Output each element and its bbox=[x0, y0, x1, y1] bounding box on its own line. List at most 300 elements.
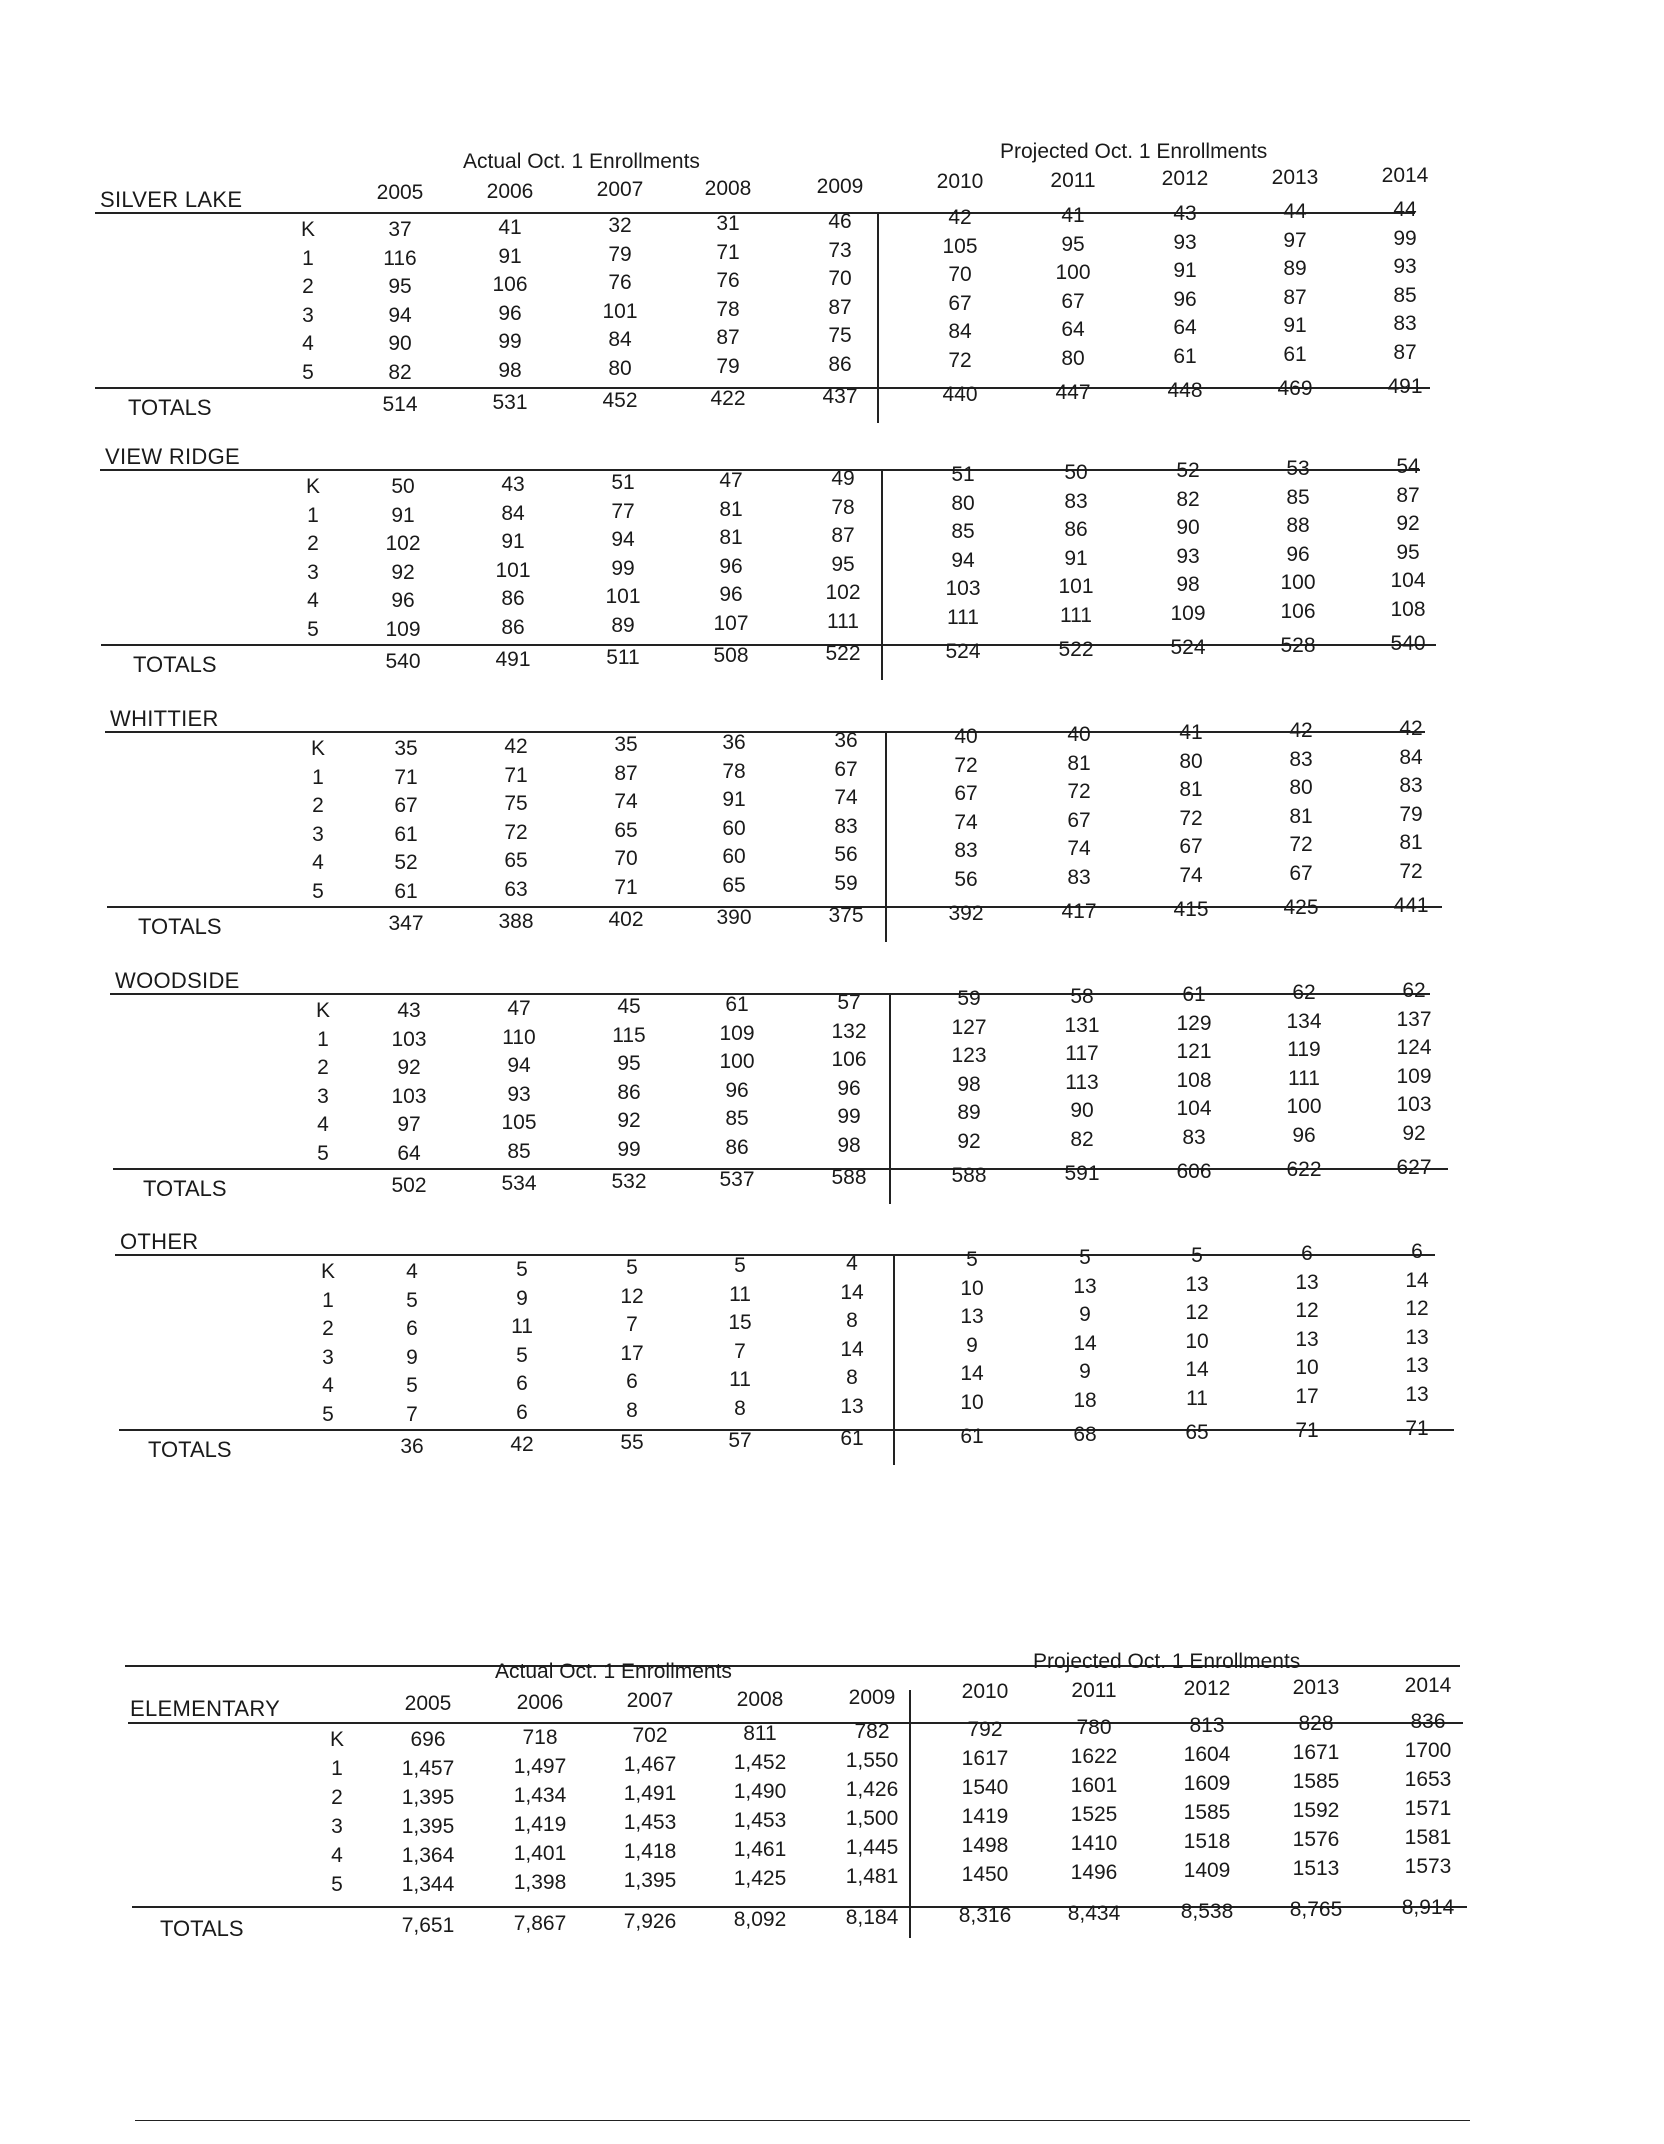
totals-label: TOTALS bbox=[138, 914, 222, 939]
cell: 98 bbox=[1176, 573, 1200, 596]
cell: 93 bbox=[1176, 544, 1200, 568]
elementary-grade-label: 1 bbox=[331, 1757, 343, 1780]
cell: 96 bbox=[1292, 1123, 1316, 1147]
cell: 80 bbox=[1179, 749, 1203, 773]
year-2010: 2010 bbox=[936, 170, 984, 193]
total-cell: 68 bbox=[1073, 1423, 1097, 1446]
elementary-cell: 1700 bbox=[1404, 1739, 1452, 1762]
elementary-cell: 1,434 bbox=[513, 1784, 567, 1807]
cell: 109 bbox=[719, 1021, 755, 1045]
cell: 10 bbox=[1295, 1356, 1319, 1379]
cell: 78 bbox=[722, 759, 746, 783]
cell: 52 bbox=[394, 851, 418, 874]
cell: 83 bbox=[1182, 1125, 1206, 1149]
cell: 129 bbox=[1176, 1011, 1212, 1035]
cell: 95 bbox=[1396, 540, 1420, 564]
cell: 83 bbox=[834, 814, 858, 838]
cell: 60 bbox=[722, 845, 746, 868]
cell: 89 bbox=[611, 613, 635, 637]
total-cell: 441 bbox=[1393, 894, 1429, 917]
cell: 98 bbox=[498, 358, 522, 382]
school-name: SILVER LAKE bbox=[100, 187, 243, 212]
cell: 7 bbox=[626, 1313, 638, 1336]
cell: 83 bbox=[1067, 865, 1091, 889]
grade-label: 3 bbox=[307, 560, 319, 584]
cell: 52 bbox=[1176, 459, 1200, 482]
cell: 49 bbox=[831, 467, 855, 490]
grade-label: 2 bbox=[302, 275, 314, 298]
cell: 76 bbox=[608, 271, 632, 294]
cell: 92 bbox=[391, 560, 415, 584]
cell: 109 bbox=[385, 617, 421, 641]
cell: 85 bbox=[1393, 283, 1417, 307]
elementary-cell: 1,344 bbox=[401, 1873, 455, 1896]
elementary-cell: 1,426 bbox=[845, 1778, 899, 1801]
cell: 91 bbox=[391, 503, 415, 527]
elementary-cell: 1,395 bbox=[401, 1815, 455, 1838]
cell: 6 bbox=[516, 1372, 528, 1395]
cell: 111 bbox=[1060, 603, 1092, 627]
cell: 85 bbox=[951, 520, 975, 543]
cell: 96 bbox=[719, 583, 743, 606]
cell: 67 bbox=[954, 782, 978, 805]
elementary-year-2005: 2005 bbox=[404, 1692, 452, 1715]
total-cell: 491 bbox=[495, 648, 531, 671]
totals-rule bbox=[107, 906, 1442, 908]
cell: 119 bbox=[1287, 1038, 1321, 1061]
cell: 5 bbox=[516, 1343, 528, 1367]
cell: 80 bbox=[608, 356, 632, 380]
elementary-cell: 1,419 bbox=[513, 1813, 567, 1836]
cell: 50 bbox=[391, 475, 415, 498]
elementary-cell: 811 bbox=[743, 1722, 777, 1745]
elementary-cell: 1,401 bbox=[513, 1842, 567, 1865]
total-cell: 522 bbox=[1058, 638, 1094, 661]
cell: 86 bbox=[501, 587, 525, 610]
year-2008: 2008 bbox=[704, 176, 752, 200]
elementary-cell: 1,461 bbox=[733, 1838, 787, 1861]
cell: 137 bbox=[1396, 1007, 1432, 1031]
cell: 110 bbox=[502, 1025, 536, 1049]
cell: 91 bbox=[1064, 546, 1088, 570]
cell: 82 bbox=[1070, 1127, 1094, 1151]
cell: 6 bbox=[1411, 1240, 1423, 1263]
cell: 88 bbox=[1286, 514, 1310, 537]
grade-label: 4 bbox=[312, 851, 324, 874]
elementary-cell: 1,457 bbox=[401, 1757, 455, 1780]
cell: 8 bbox=[846, 1366, 858, 1389]
cell: 71 bbox=[716, 240, 740, 264]
cell: 18 bbox=[1073, 1388, 1097, 1412]
cell: 83 bbox=[1399, 774, 1423, 797]
cell: 61 bbox=[394, 879, 418, 903]
cell: 9 bbox=[406, 1345, 418, 1369]
cell: 70 bbox=[948, 263, 972, 286]
elementary-cell: 1410 bbox=[1070, 1832, 1118, 1855]
cell: 5 bbox=[734, 1254, 746, 1277]
cell: 11 bbox=[1186, 1386, 1208, 1410]
actual-projected-divider bbox=[893, 1256, 895, 1465]
total-cell: 448 bbox=[1167, 379, 1203, 402]
cell: 115 bbox=[612, 1023, 646, 1047]
cell: 80 bbox=[1061, 346, 1085, 370]
elementary-cell: 1409 bbox=[1183, 1859, 1231, 1882]
cell: 70 bbox=[828, 267, 852, 290]
grade-label: 1 bbox=[312, 765, 324, 789]
cell: 99 bbox=[617, 1137, 641, 1161]
cell: 101 bbox=[602, 299, 638, 323]
grade-label: K bbox=[315, 999, 330, 1022]
cell: 111 bbox=[827, 609, 859, 633]
cell: 11 bbox=[729, 1368, 751, 1391]
cell: 80 bbox=[1289, 776, 1313, 799]
cell: 8 bbox=[734, 1396, 746, 1420]
cell: 40 bbox=[1067, 723, 1091, 746]
cell: 134 bbox=[1286, 1009, 1322, 1033]
elementary-cell: 1,491 bbox=[623, 1782, 677, 1805]
elementary-year-2006: 2006 bbox=[516, 1690, 564, 1714]
total-cell: 437 bbox=[822, 385, 858, 408]
elementary-cell: 1592 bbox=[1292, 1799, 1340, 1822]
cell: 67 bbox=[1179, 835, 1203, 858]
cell: 83 bbox=[1289, 747, 1313, 771]
cell: 63 bbox=[504, 877, 528, 901]
cell: 100 bbox=[1286, 1095, 1322, 1118]
elementary-cell: 1498 bbox=[961, 1834, 1009, 1857]
cell: 41 bbox=[498, 216, 522, 239]
cell: 72 bbox=[948, 348, 972, 372]
cell: 101 bbox=[1058, 575, 1094, 598]
elementary-cell: 702 bbox=[632, 1724, 668, 1747]
cell: 94 bbox=[388, 303, 412, 327]
cell: 79 bbox=[716, 354, 740, 378]
cell: 96 bbox=[719, 554, 743, 578]
elementary-cell: 1585 bbox=[1292, 1770, 1340, 1793]
cell: 42 bbox=[1289, 719, 1313, 742]
total-cell: 588 bbox=[831, 1166, 867, 1189]
total-cell: 447 bbox=[1055, 381, 1091, 404]
cell: 72 bbox=[1289, 833, 1313, 856]
grade-label: 4 bbox=[317, 1113, 329, 1136]
cell: 62 bbox=[1292, 981, 1316, 1004]
grade-label: 1 bbox=[302, 246, 314, 270]
cell: 127 bbox=[951, 1015, 987, 1039]
elementary-grade-label: 5 bbox=[331, 1873, 343, 1896]
cell: 78 bbox=[716, 297, 740, 321]
total-cell: 591 bbox=[1064, 1162, 1100, 1185]
cell: 72 bbox=[1179, 806, 1203, 830]
elementary-cell: 1,364 bbox=[401, 1844, 455, 1867]
cell: 4 bbox=[406, 1260, 418, 1283]
cell: 104 bbox=[1390, 569, 1426, 592]
grade-label: K bbox=[305, 475, 320, 498]
cell: 81 bbox=[719, 497, 743, 521]
total-cell: 511 bbox=[606, 646, 640, 669]
cell: 95 bbox=[831, 552, 855, 576]
cell: 13 bbox=[1405, 1354, 1429, 1377]
cell: 12 bbox=[620, 1284, 644, 1308]
total-cell: 469 bbox=[1277, 377, 1313, 400]
cell: 96 bbox=[1286, 542, 1310, 566]
cell: 74 bbox=[834, 786, 858, 809]
cell: 97 bbox=[397, 1113, 421, 1136]
cell: 17 bbox=[620, 1341, 644, 1365]
elementary-cell: 1,445 bbox=[845, 1836, 899, 1859]
cell: 60 bbox=[722, 816, 746, 840]
cell: 43 bbox=[501, 473, 525, 496]
total-cell: 534 bbox=[501, 1172, 537, 1195]
grade-label: 3 bbox=[317, 1084, 329, 1108]
elementary-cell: 1581 bbox=[1404, 1826, 1452, 1849]
cell: 107 bbox=[713, 611, 749, 635]
cell: 86 bbox=[1064, 518, 1088, 541]
cell: 106 bbox=[492, 273, 528, 296]
cell: 121 bbox=[1176, 1040, 1212, 1063]
cell: 9 bbox=[966, 1333, 978, 1357]
elementary-total-cell: 8,434 bbox=[1067, 1902, 1121, 1925]
elementary-total-cell: 7,651 bbox=[401, 1914, 455, 1937]
total-cell: 71 bbox=[1295, 1419, 1319, 1442]
grade-label: 4 bbox=[307, 589, 319, 612]
cell: 8 bbox=[626, 1398, 638, 1422]
cell: 10 bbox=[960, 1390, 984, 1414]
cell: 44 bbox=[1283, 200, 1307, 223]
total-cell: 390 bbox=[716, 906, 752, 929]
cell: 105 bbox=[942, 234, 978, 258]
total-cell: 425 bbox=[1283, 896, 1319, 919]
total-cell: 57 bbox=[728, 1429, 752, 1452]
grade-label: 3 bbox=[312, 822, 324, 846]
grade-label: 5 bbox=[322, 1402, 334, 1426]
totals-label: TOTALS bbox=[148, 1437, 232, 1462]
cell: 86 bbox=[501, 615, 525, 639]
cell: 41 bbox=[1061, 204, 1085, 227]
elementary-grade-label: 3 bbox=[331, 1815, 343, 1838]
cell: 97 bbox=[1283, 228, 1307, 252]
total-cell: 36 bbox=[400, 1435, 424, 1458]
cell: 106 bbox=[1280, 599, 1316, 623]
elementary-cell: 1525 bbox=[1070, 1803, 1118, 1826]
cell: 108 bbox=[1390, 597, 1426, 621]
cell: 96 bbox=[837, 1076, 861, 1100]
totals-rule bbox=[113, 1168, 1448, 1170]
elementary-cell: 1671 bbox=[1292, 1741, 1340, 1764]
cell: 92 bbox=[1396, 512, 1420, 535]
cell: 91 bbox=[498, 244, 522, 268]
cell: 5 bbox=[1191, 1244, 1203, 1267]
year-2006: 2006 bbox=[486, 179, 534, 203]
cell: 61 bbox=[1173, 344, 1197, 368]
cell: 59 bbox=[957, 987, 981, 1010]
cell: 98 bbox=[837, 1133, 861, 1157]
elementary-cell: 1573 bbox=[1404, 1855, 1452, 1878]
cell: 103 bbox=[391, 1084, 427, 1108]
cell: 100 bbox=[1055, 261, 1091, 284]
cell: 13 bbox=[1295, 1327, 1319, 1351]
elementary-cell: 792 bbox=[967, 1718, 1003, 1741]
elementary-cell: 1,481 bbox=[845, 1865, 899, 1888]
elementary-cell: 1576 bbox=[1292, 1828, 1340, 1851]
cell: 12 bbox=[1295, 1299, 1319, 1322]
elementary-year-2009: 2009 bbox=[848, 1686, 896, 1709]
elementary-cell: 1,418 bbox=[623, 1840, 677, 1863]
cell: 99 bbox=[1393, 226, 1417, 250]
cell: 83 bbox=[1393, 312, 1417, 335]
cell: 86 bbox=[725, 1135, 749, 1159]
cell: 73 bbox=[828, 238, 852, 262]
cell: 76 bbox=[716, 269, 740, 292]
elementary-total-cell: 8,765 bbox=[1289, 1898, 1343, 1921]
grade-label: K bbox=[300, 218, 315, 241]
grade-label: 1 bbox=[322, 1288, 334, 1312]
year-2012: 2012 bbox=[1161, 167, 1209, 190]
grade-label: 5 bbox=[317, 1141, 329, 1165]
year-2005: 2005 bbox=[376, 181, 424, 204]
grade-label: 3 bbox=[322, 1345, 334, 1369]
cell: 81 bbox=[1399, 831, 1423, 854]
cell: 36 bbox=[834, 729, 858, 752]
cell: 65 bbox=[722, 873, 746, 897]
elementary-total-cell: 8,184 bbox=[845, 1906, 899, 1929]
cell: 5 bbox=[966, 1248, 978, 1271]
grade-label: 5 bbox=[302, 360, 314, 384]
cell: 5 bbox=[406, 1288, 418, 1312]
cell: 81 bbox=[719, 526, 743, 549]
cell: 72 bbox=[954, 753, 978, 777]
cell: 65 bbox=[614, 818, 638, 842]
elementary-year-2008: 2008 bbox=[736, 1687, 784, 1711]
cell: 13 bbox=[1185, 1272, 1209, 1296]
elementary-label: ELEMENTARY bbox=[130, 1696, 281, 1721]
elementary-cell: 1,452 bbox=[733, 1751, 787, 1774]
cell: 74 bbox=[954, 810, 978, 834]
cell: 94 bbox=[951, 548, 975, 572]
cell: 13 bbox=[840, 1394, 864, 1418]
elementary-cell: 828 bbox=[1298, 1712, 1334, 1735]
school-name: WOODSIDE bbox=[115, 968, 240, 993]
cell: 87 bbox=[614, 761, 638, 785]
elementary-cell: 1,398 bbox=[513, 1871, 567, 1894]
cell: 9 bbox=[516, 1286, 528, 1310]
total-cell: 491 bbox=[1387, 375, 1423, 398]
elementary-cell: 1518 bbox=[1183, 1830, 1231, 1853]
cell: 98 bbox=[957, 1072, 981, 1096]
cell: 87 bbox=[716, 326, 740, 349]
school-name: WHITTIER bbox=[110, 706, 219, 731]
cell: 5 bbox=[626, 1256, 638, 1279]
elementary-cell: 1571 bbox=[1404, 1797, 1452, 1820]
total-cell: 375 bbox=[828, 904, 864, 927]
total-cell: 588 bbox=[951, 1164, 987, 1187]
cell: 109 bbox=[1170, 601, 1206, 625]
cell: 5 bbox=[516, 1258, 528, 1281]
cell: 81 bbox=[1179, 778, 1203, 801]
total-cell: 422 bbox=[710, 387, 746, 410]
elementary-cell: 1,500 bbox=[845, 1807, 899, 1830]
total-cell: 65 bbox=[1185, 1421, 1209, 1444]
cell: 87 bbox=[1283, 285, 1307, 309]
cell: 79 bbox=[1399, 802, 1423, 826]
cell: 91 bbox=[722, 788, 746, 811]
cell: 13 bbox=[1073, 1274, 1097, 1298]
elementary-cell: 782 bbox=[854, 1720, 890, 1743]
total-cell: 627 bbox=[1396, 1156, 1432, 1179]
cell: 35 bbox=[394, 737, 418, 760]
cell: 61 bbox=[1283, 342, 1307, 366]
cell: 9 bbox=[1079, 1303, 1091, 1326]
total-cell: 532 bbox=[611, 1170, 647, 1193]
total-cell: 452 bbox=[602, 389, 638, 412]
elementary-cell: 1,497 bbox=[513, 1755, 567, 1778]
cell: 96 bbox=[498, 301, 522, 325]
cell: 87 bbox=[831, 524, 855, 547]
cell: 15 bbox=[728, 1311, 752, 1334]
cell: 8 bbox=[846, 1309, 858, 1332]
total-cell: 537 bbox=[719, 1168, 755, 1191]
cell: 109 bbox=[1396, 1064, 1432, 1088]
total-cell: 524 bbox=[1170, 636, 1206, 659]
elementary-cell: 1419 bbox=[961, 1805, 1009, 1828]
cell: 10 bbox=[960, 1276, 984, 1300]
cell: 61 bbox=[1182, 983, 1206, 1006]
total-cell: 402 bbox=[608, 908, 644, 931]
total-cell: 531 bbox=[492, 391, 528, 414]
total-cell: 71 bbox=[1405, 1417, 1429, 1440]
cell: 74 bbox=[1067, 837, 1091, 860]
total-cell: 508 bbox=[713, 644, 749, 667]
cell: 100 bbox=[719, 1050, 755, 1073]
cell: 75 bbox=[828, 324, 852, 347]
cell: 87 bbox=[828, 295, 852, 319]
cell: 102 bbox=[385, 532, 421, 555]
total-cell: 61 bbox=[840, 1427, 864, 1450]
cell: 61 bbox=[394, 822, 418, 846]
cell: 111 bbox=[947, 605, 979, 629]
grade-label: 4 bbox=[302, 332, 314, 355]
totals-label: TOTALS bbox=[133, 652, 217, 677]
grade-label: 5 bbox=[312, 879, 324, 903]
cell: 89 bbox=[957, 1101, 981, 1124]
cell: 12 bbox=[1185, 1301, 1209, 1324]
cell: 14 bbox=[840, 1337, 864, 1361]
cell: 6 bbox=[626, 1370, 638, 1393]
cell: 95 bbox=[1061, 232, 1085, 256]
cell: 84 bbox=[948, 320, 972, 343]
cell: 91 bbox=[1173, 259, 1197, 282]
projected-enrollments-header: Projected Oct. 1 Enrollments bbox=[1000, 140, 1268, 163]
cell: 103 bbox=[945, 577, 981, 600]
cell: 11 bbox=[729, 1282, 751, 1306]
cell: 123 bbox=[951, 1044, 987, 1067]
cell: 83 bbox=[1064, 489, 1088, 513]
cell: 101 bbox=[495, 558, 531, 582]
cell: 72 bbox=[1067, 780, 1091, 803]
cell: 6 bbox=[516, 1400, 528, 1424]
cell: 93 bbox=[1393, 255, 1417, 278]
elementary-total-cell: 8,316 bbox=[958, 1904, 1012, 1927]
elementary-cell: 813 bbox=[1189, 1714, 1225, 1737]
cell: 85 bbox=[1286, 485, 1310, 509]
elementary-cell: 1653 bbox=[1404, 1768, 1452, 1791]
elementary-totals-label: TOTALS bbox=[160, 1916, 244, 1941]
actual-enrollments-header: Actual Oct. 1 Enrollments bbox=[463, 150, 700, 173]
cell: 113 bbox=[1065, 1070, 1099, 1094]
grade-label: K bbox=[310, 737, 325, 760]
total-cell: 392 bbox=[948, 902, 984, 925]
cell: 92 bbox=[397, 1056, 421, 1079]
cell: 81 bbox=[1067, 751, 1091, 775]
cell: 77 bbox=[611, 499, 635, 523]
